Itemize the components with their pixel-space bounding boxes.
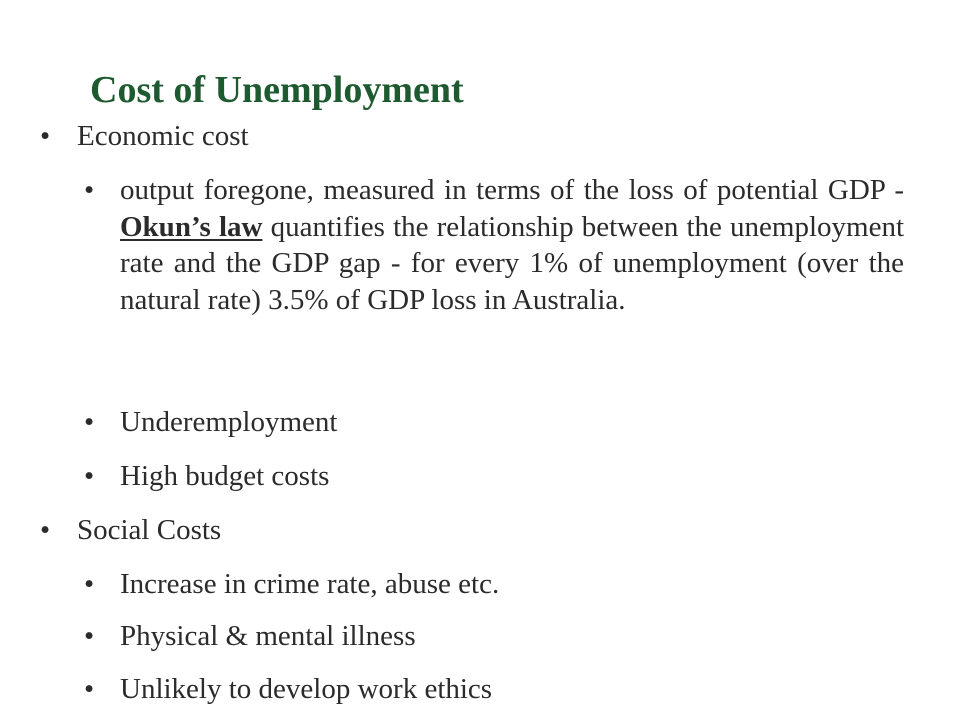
bullet-icon: • xyxy=(84,568,95,600)
bullet-text: Unlikely to develop work ethics xyxy=(120,673,493,705)
bullet-text: Physical & mental illness xyxy=(120,620,416,652)
bullet-icon: • xyxy=(84,673,95,705)
bullet-icon: • xyxy=(40,514,51,546)
text-after-okun: quantifies the relationship between the unemployment rate and the GDP gap - for every 1% of unemployment (over the natural rate) 3.5% of GDP loss in Australia. xyxy=(120,210,904,316)
bullet-text: Underemployment xyxy=(120,406,338,438)
text-before-okun: output foregone, measured in terms of the loss of potential GDP - xyxy=(120,174,904,206)
bullet-high-budget-costs xyxy=(84,458,904,495)
bullet-work-ethics xyxy=(84,671,904,708)
bullet-text: Economic cost xyxy=(77,120,249,152)
bullet-crime-rate xyxy=(84,566,904,603)
bullet-icon: • xyxy=(84,460,95,492)
bullet-output-foregone xyxy=(84,172,904,318)
bullet-icon: • xyxy=(84,174,95,206)
bullet-underemployment xyxy=(84,404,904,441)
bullet-icon: • xyxy=(84,406,95,438)
okuns-law-emphasis: Okun’s law xyxy=(120,210,263,243)
bullet-economic-cost xyxy=(40,118,249,154)
bullet-icon: • xyxy=(40,120,51,152)
bullet-social-costs xyxy=(40,512,221,548)
slide-title: Cost of Unemployment xyxy=(90,69,464,111)
bullet-text: Social Costs xyxy=(77,514,222,546)
bullet-text: High budget costs xyxy=(120,460,330,492)
bullet-icon: • xyxy=(84,620,95,652)
bullet-text xyxy=(120,172,904,318)
bullet-text: Increase in crime rate, abuse etc. xyxy=(120,568,500,600)
bullet-physical-mental-illness xyxy=(84,618,904,655)
